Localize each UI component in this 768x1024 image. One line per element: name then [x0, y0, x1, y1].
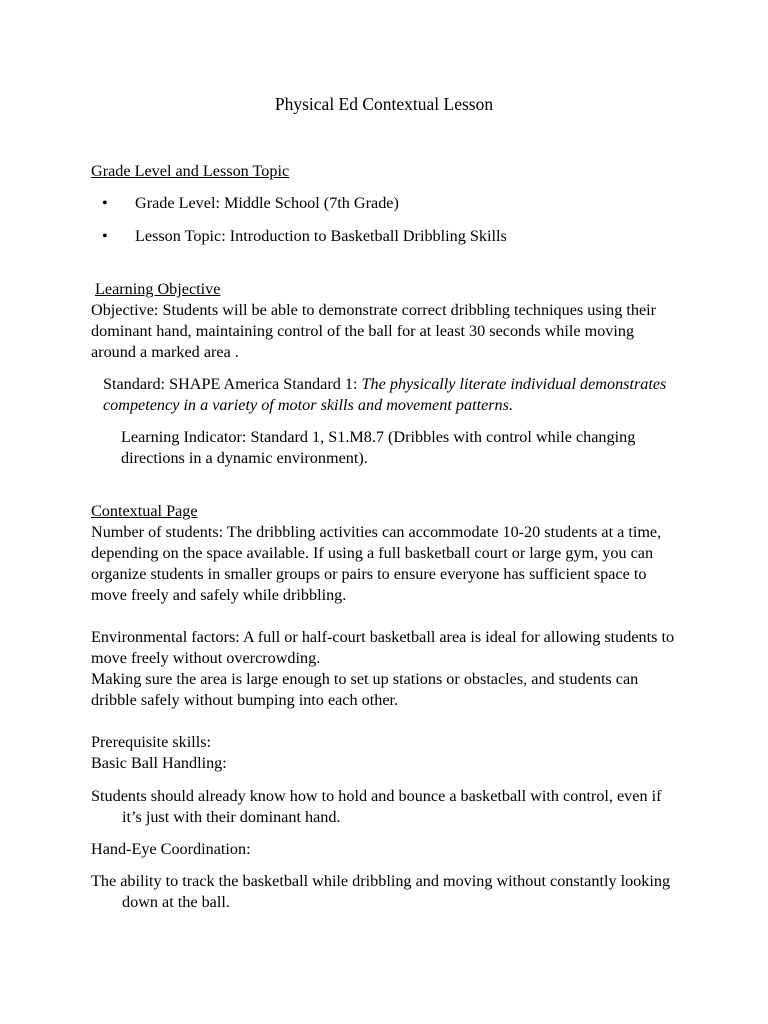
list-item — [91, 226, 691, 247]
standard-paragraph — [103, 374, 673, 416]
list-item — [91, 193, 691, 214]
environmental-factors-paragraph: Environmental factors: A full or half-court basketball area is ideal for allowing students to move freely without overcrowding. — [91, 628, 675, 667]
document-title: Physical Ed Contextual Lesson — [274, 94, 494, 114]
ball-handling-paragraph: Students should already know how to hold and bounce a basketball with control, even if it’s just with their dominant hand. — [91, 787, 662, 826]
section-heading-contextual-page: Contextual Page — [91, 502, 198, 520]
objective-paragraph: Objective: Students will be able to demonstrate correct dribbling techniques using their dominant hand, maintaining control of the ball for at least 30 seconds while moving around a marked area . — [91, 301, 657, 361]
area-size-paragraph: Making sure the area is large enough to set up stations or obstacles, and students can dribble safely without bumping into each other. — [91, 670, 639, 709]
standard-label: Standard: SHAPE America Standard 1: — [103, 375, 362, 393]
hand-eye-coordination-paragraph: The ability to track the basketball while dribbling and moving without constantly looking down at the ball. — [91, 872, 671, 911]
grade-level-text: Grade Level: Middle School (7th Grade) — [135, 194, 399, 212]
lesson-topic-text: Lesson Topic: Introduction to Basketball Dribbling Skills — [135, 226, 507, 245]
lesson-info-list — [91, 193, 691, 258]
section-heading-learning-objective: Learning Objective — [95, 280, 221, 298]
section-heading-grade-level: Grade Level and Lesson Topic — [91, 162, 290, 180]
bullet-marker: • — [102, 194, 108, 212]
learning-indicator-paragraph: Learning Indicator: Standard 1, S1.M8.7 (Dribbles with control while changing directions in a dynamic environment). — [121, 428, 636, 467]
hand-eye-coordination-label: Hand-Eye Coordination: — [91, 840, 251, 858]
bullet-marker: • — [102, 226, 108, 245]
ball-handling-label: Basic Ball Handling: — [91, 754, 227, 772]
number-of-students-paragraph: Number of students: The dribbling activities can accommodate 10-20 students at a time, depending on the space available. If using a full basketball court or large gym, you can organize students in smaller groups or pairs to ensure everyone has sufficient space to move freely and safely while dribbling. — [91, 523, 662, 604]
standard-description: The physically literate individual demonstrates competency in a variety of motor skills and movement patterns. — [103, 375, 667, 414]
prerequisite-skills-label: Prerequisite skills: — [91, 733, 212, 751]
